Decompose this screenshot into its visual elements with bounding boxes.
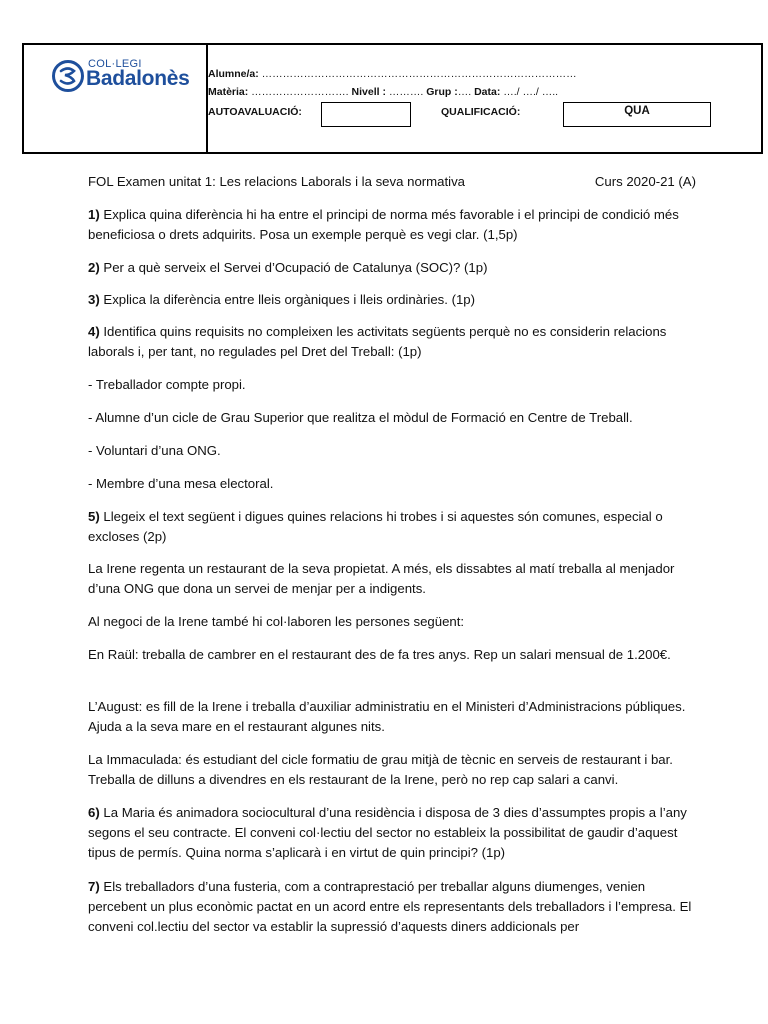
subject-field[interactable]: ………………………. [248, 86, 352, 98]
question-5 [88, 507, 699, 547]
question-number: 4) [88, 324, 100, 339]
question-text: Llegeix el text següent i digues quines relacions hi trobes i si aquestes són comunes, especial o excloses (2p) [88, 509, 663, 544]
reading-paragraph: La Immaculada: és estudiant del cicle formatiu de grau mitjà de tècnic en serveis de restaurant i bar. Treballa de dilluns a divendres en els restaurant de la Irene, però no rep cap salari a canvi. [88, 752, 673, 787]
group-label: Grup : [426, 86, 458, 98]
list-item: - Treballador compte propi. [88, 377, 246, 392]
question-6 [88, 803, 699, 863]
list-item: - Membre d’una mesa electoral. [88, 476, 274, 491]
reading-paragraph: L’August: es fill de la Irene i treballa d’auxiliar administratiu en el Ministeri d’Administracions públiques. Ajuda a la seva mare en el restaurant algunes nits. [88, 699, 686, 734]
question-number: 5) [88, 509, 100, 524]
question-3 [88, 290, 699, 310]
exam-header [22, 43, 763, 154]
school-emblem-icon [52, 60, 84, 92]
student-name-field[interactable]: ……………………………………………………………………………… [258, 68, 577, 80]
group-field[interactable]: …. [457, 86, 475, 98]
question-1 [88, 205, 699, 245]
question-number: 2) [88, 260, 100, 275]
question-number: 3) [88, 292, 100, 307]
question-2 [88, 258, 699, 278]
logo-big-text: Badalonès [86, 67, 190, 90]
question-4 [88, 322, 699, 362]
student-name-line[interactable] [208, 68, 577, 80]
list-item: - Voluntari d’una ONG. [88, 443, 221, 458]
question-text: Explica quina diferència hi ha entre el principi de norma més favorable i el principi de condició més beneficiosa o drets adquirits. Posa un exemple perquè es vegi clar. (1,5p) [88, 207, 679, 242]
self-assessment-box[interactable] [321, 102, 411, 127]
student-name-label: Alumne/a: [208, 68, 259, 80]
question-number: 7) [88, 879, 100, 894]
subject-label: Matèria: [208, 86, 249, 98]
exam-title: FOL Examen unitat 1: Les relacions Laborals i la seva normativa [88, 174, 466, 189]
list-item: - Alumne d’un cicle de Grau Superior que realitza el mòdul de Formació en Centre de Treball. [88, 410, 633, 425]
question-text: Per a què serveix el Servei d’Ocupació de Catalunya (SOC)? (1p) [99, 260, 488, 275]
grade-label: QUALIFICACIÓ: [441, 106, 521, 118]
date-label: Data: [474, 86, 501, 98]
question-text: Explica la diferència entre lleis orgàniques i lleis ordinàries. (1p) [99, 292, 476, 307]
question-text: Identifica quins requisits no compleixen les activitats següents perquè no es considerin relacions laborals i, per tant, no regulades pel Dret del Treball: (1p) [88, 324, 667, 359]
question-text: La Maria és animadora sociocultural d’una residència i disposa de 3 dies d’assumptes propis a l’any segons el seu contracte. El conveni col·lectiu del sector no estableix la possibilitat de gaudir d’aquest tipus de permís. Quina norma s’aplicarà i en virtut de quin principi? (1p) [88, 805, 687, 860]
school-logo [24, 45, 208, 152]
date-field[interactable]: …./ …./ ….. [500, 86, 559, 98]
reading-paragraph: La Irene regenta un restaurant de la seva propietat. A més, els dissabtes al matí treballa al menjador d’una ONG que dona un servei de menjar per a indigents. [88, 561, 675, 596]
question-number: 1) [88, 207, 100, 222]
subject-line [208, 86, 558, 98]
grade-value: QUA [624, 105, 650, 117]
logo-small-text: COL·LEGI [88, 58, 142, 70]
level-field[interactable]: ………. [385, 86, 427, 98]
course-year: Curs 2020-21 (A) [594, 174, 696, 189]
self-assessment-label: AUTOAVALUACIÓ: [208, 106, 302, 118]
reading-paragraph: En Raül: treballa de cambrer en el restaurant des de fa tres anys. Rep un salari mensual de 1.200€. [88, 647, 671, 662]
question-text: Els treballadors d’una fusteria, com a contraprestació per treballar alguns diumenges, venien percebent un plus econòmic pactat en un acord entre els representants dels treballadors i l’empresa. El conveni col.lectiu del sector va establir la supressió d’aquests diners addicionals per [88, 879, 692, 934]
reading-paragraph: Al negoci de la Irene també hi col·laboren les persones següent: [88, 614, 465, 629]
level-label: Nivell : [351, 86, 386, 98]
question-7 [88, 877, 699, 937]
question-number: 6) [88, 805, 100, 820]
exam-title-row [88, 174, 699, 194]
